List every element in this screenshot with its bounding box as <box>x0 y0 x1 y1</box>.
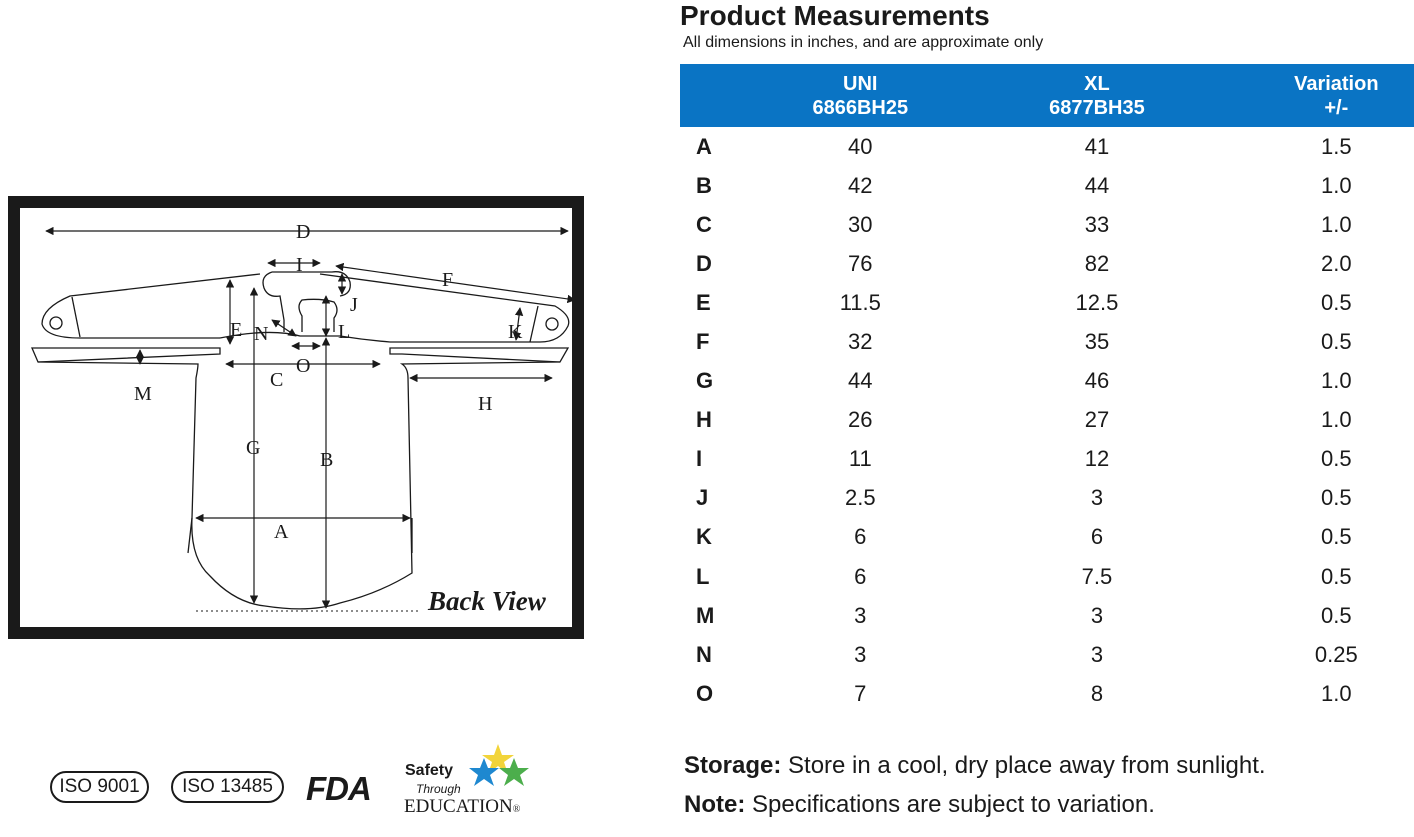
cell-xl: 41 <box>1084 133 1110 159</box>
storage-note <box>684 752 1266 780</box>
cell-xl: 3 <box>1090 602 1104 628</box>
cell-uni: 44 <box>848 368 873 394</box>
specification-note <box>684 791 1155 819</box>
cell-uni: 11.5 <box>839 289 881 315</box>
cell-var: 0.5 <box>1321 289 1352 315</box>
dim-label-n: N <box>254 323 269 345</box>
cell-key: M <box>696 602 715 628</box>
cell-key: G <box>696 368 714 394</box>
cell-uni: 30 <box>848 211 873 237</box>
dim-label-d: D <box>296 221 311 243</box>
cell-uni: 76 <box>848 250 873 276</box>
cell-var: 0.5 <box>1321 485 1352 511</box>
page-title: Product Measurements <box>680 0 990 31</box>
dim-label-i: I <box>296 254 303 276</box>
cell-key: D <box>696 250 712 276</box>
table-row <box>680 244 1414 283</box>
gown-diagram <box>20 208 572 627</box>
cell-key: J <box>696 485 709 511</box>
dim-label-l: L <box>338 321 351 343</box>
cell-xl: 12 <box>1084 446 1110 472</box>
left-tie <box>42 274 260 338</box>
iso-9001-badge: ISO 9001 <box>50 771 149 803</box>
table-row <box>680 205 1414 244</box>
cell-xl: 7.5 <box>1081 563 1113 589</box>
cell-xl: 12.5 <box>1075 289 1119 315</box>
table-row <box>680 127 1414 166</box>
cell-uni: 32 <box>848 329 873 355</box>
storage-label: Storage: <box>684 752 782 779</box>
table-row <box>680 440 1414 479</box>
header-xl: XL 6877BH35 <box>935 64 1258 127</box>
cell-key: C <box>696 211 712 237</box>
cell-var: 0.5 <box>1321 446 1352 472</box>
cell-uni: 40 <box>848 133 873 159</box>
cell-xl: 35 <box>1084 329 1110 355</box>
cell-var: 1.5 <box>1321 133 1352 159</box>
cell-uni: 26 <box>848 407 873 433</box>
table-header-row <box>680 64 1414 127</box>
cell-xl: 3 <box>1090 485 1104 511</box>
table-row <box>680 283 1414 322</box>
cell-xl: 44 <box>1084 172 1110 198</box>
cell-var: 0.5 <box>1321 329 1352 355</box>
header-uni: UNI 6866BH25 <box>785 64 935 127</box>
storage-text: Store in a cool, dry place away from sunlight. <box>781 752 1266 779</box>
table-row <box>680 166 1414 205</box>
table-row <box>680 401 1414 440</box>
cell-key: L <box>696 563 710 589</box>
table-row <box>680 557 1414 596</box>
cell-key: F <box>696 329 710 355</box>
cell-key: N <box>696 641 712 667</box>
cell-key: B <box>696 172 712 198</box>
table-row <box>680 674 1414 713</box>
gown-diagram-frame <box>8 196 584 639</box>
cell-uni: 42 <box>848 172 873 198</box>
cell-key: K <box>696 524 712 550</box>
cell-uni: 3 <box>854 602 867 628</box>
cell-key: I <box>696 446 703 472</box>
table-row <box>680 479 1414 518</box>
header-variation: Variation +/- <box>1259 64 1414 127</box>
page-subtitle: All dimensions in inches, and are approximate only <box>683 34 1044 51</box>
iso-13485-badge: ISO 13485 <box>171 771 284 803</box>
dim-label-e: E <box>230 319 243 341</box>
cell-var: 1.0 <box>1321 407 1352 433</box>
sleeve-band <box>32 348 220 362</box>
cell-var: 1.0 <box>1321 680 1352 706</box>
cell-var: 0.5 <box>1321 602 1352 628</box>
measurements-table <box>680 64 1414 713</box>
fda-logo: FDA <box>306 770 371 807</box>
dim-label-m: M <box>134 383 152 405</box>
cell-uni: 3 <box>854 641 867 667</box>
dim-label-o: O <box>296 355 311 377</box>
cell-uni: 6 <box>854 524 867 550</box>
note-label: Note: <box>684 791 746 818</box>
cell-xl: 82 <box>1084 250 1110 276</box>
cell-uni: 7 <box>854 680 867 706</box>
cell-xl: 27 <box>1084 407 1110 433</box>
dim-label-k: K <box>508 321 523 343</box>
gown-back-view-drawing <box>20 208 572 627</box>
cell-var: 1.0 <box>1321 211 1352 237</box>
cell-uni: 11 <box>848 446 872 472</box>
dim-label-g: G <box>246 437 261 459</box>
dim-label-a: A <box>274 521 289 543</box>
cell-var: 2.0 <box>1321 250 1352 276</box>
table-row <box>680 322 1414 361</box>
table-row <box>680 596 1414 635</box>
stars-icon <box>468 744 548 794</box>
cell-key: A <box>696 133 712 159</box>
table-row <box>680 362 1414 401</box>
header-key <box>680 64 785 127</box>
dim-label-b: B <box>320 449 334 471</box>
cell-xl: 6 <box>1090 524 1104 550</box>
table-row <box>680 518 1414 557</box>
cell-uni: 6 <box>854 563 867 589</box>
dim-label-f: F <box>442 269 454 291</box>
cell-xl: 33 <box>1084 211 1110 237</box>
cell-xl: 8 <box>1090 680 1104 706</box>
cell-uni: 2.5 <box>844 485 876 511</box>
dim-label-c: C <box>270 369 284 391</box>
cell-var: 0.25 <box>1314 641 1358 667</box>
table-row <box>680 635 1414 674</box>
cell-var: 0.5 <box>1321 524 1352 550</box>
dim-label-h: H <box>478 393 493 415</box>
cell-xl: 46 <box>1084 368 1110 394</box>
safety-through-education-logo: Safety Through EDUCATION® <box>404 744 544 820</box>
cell-var: 1.0 <box>1321 368 1352 394</box>
cell-key: H <box>696 407 712 433</box>
cell-xl: 3 <box>1090 641 1104 667</box>
cell-key: O <box>696 680 714 706</box>
back-view-label: Back View <box>428 586 546 616</box>
cell-key: E <box>696 289 711 315</box>
note-text: Specifications are subject to variation. <box>745 791 1155 818</box>
cell-var: 0.5 <box>1321 563 1352 589</box>
dim-label-j: J <box>350 294 358 316</box>
cell-var: 1.0 <box>1321 172 1352 198</box>
